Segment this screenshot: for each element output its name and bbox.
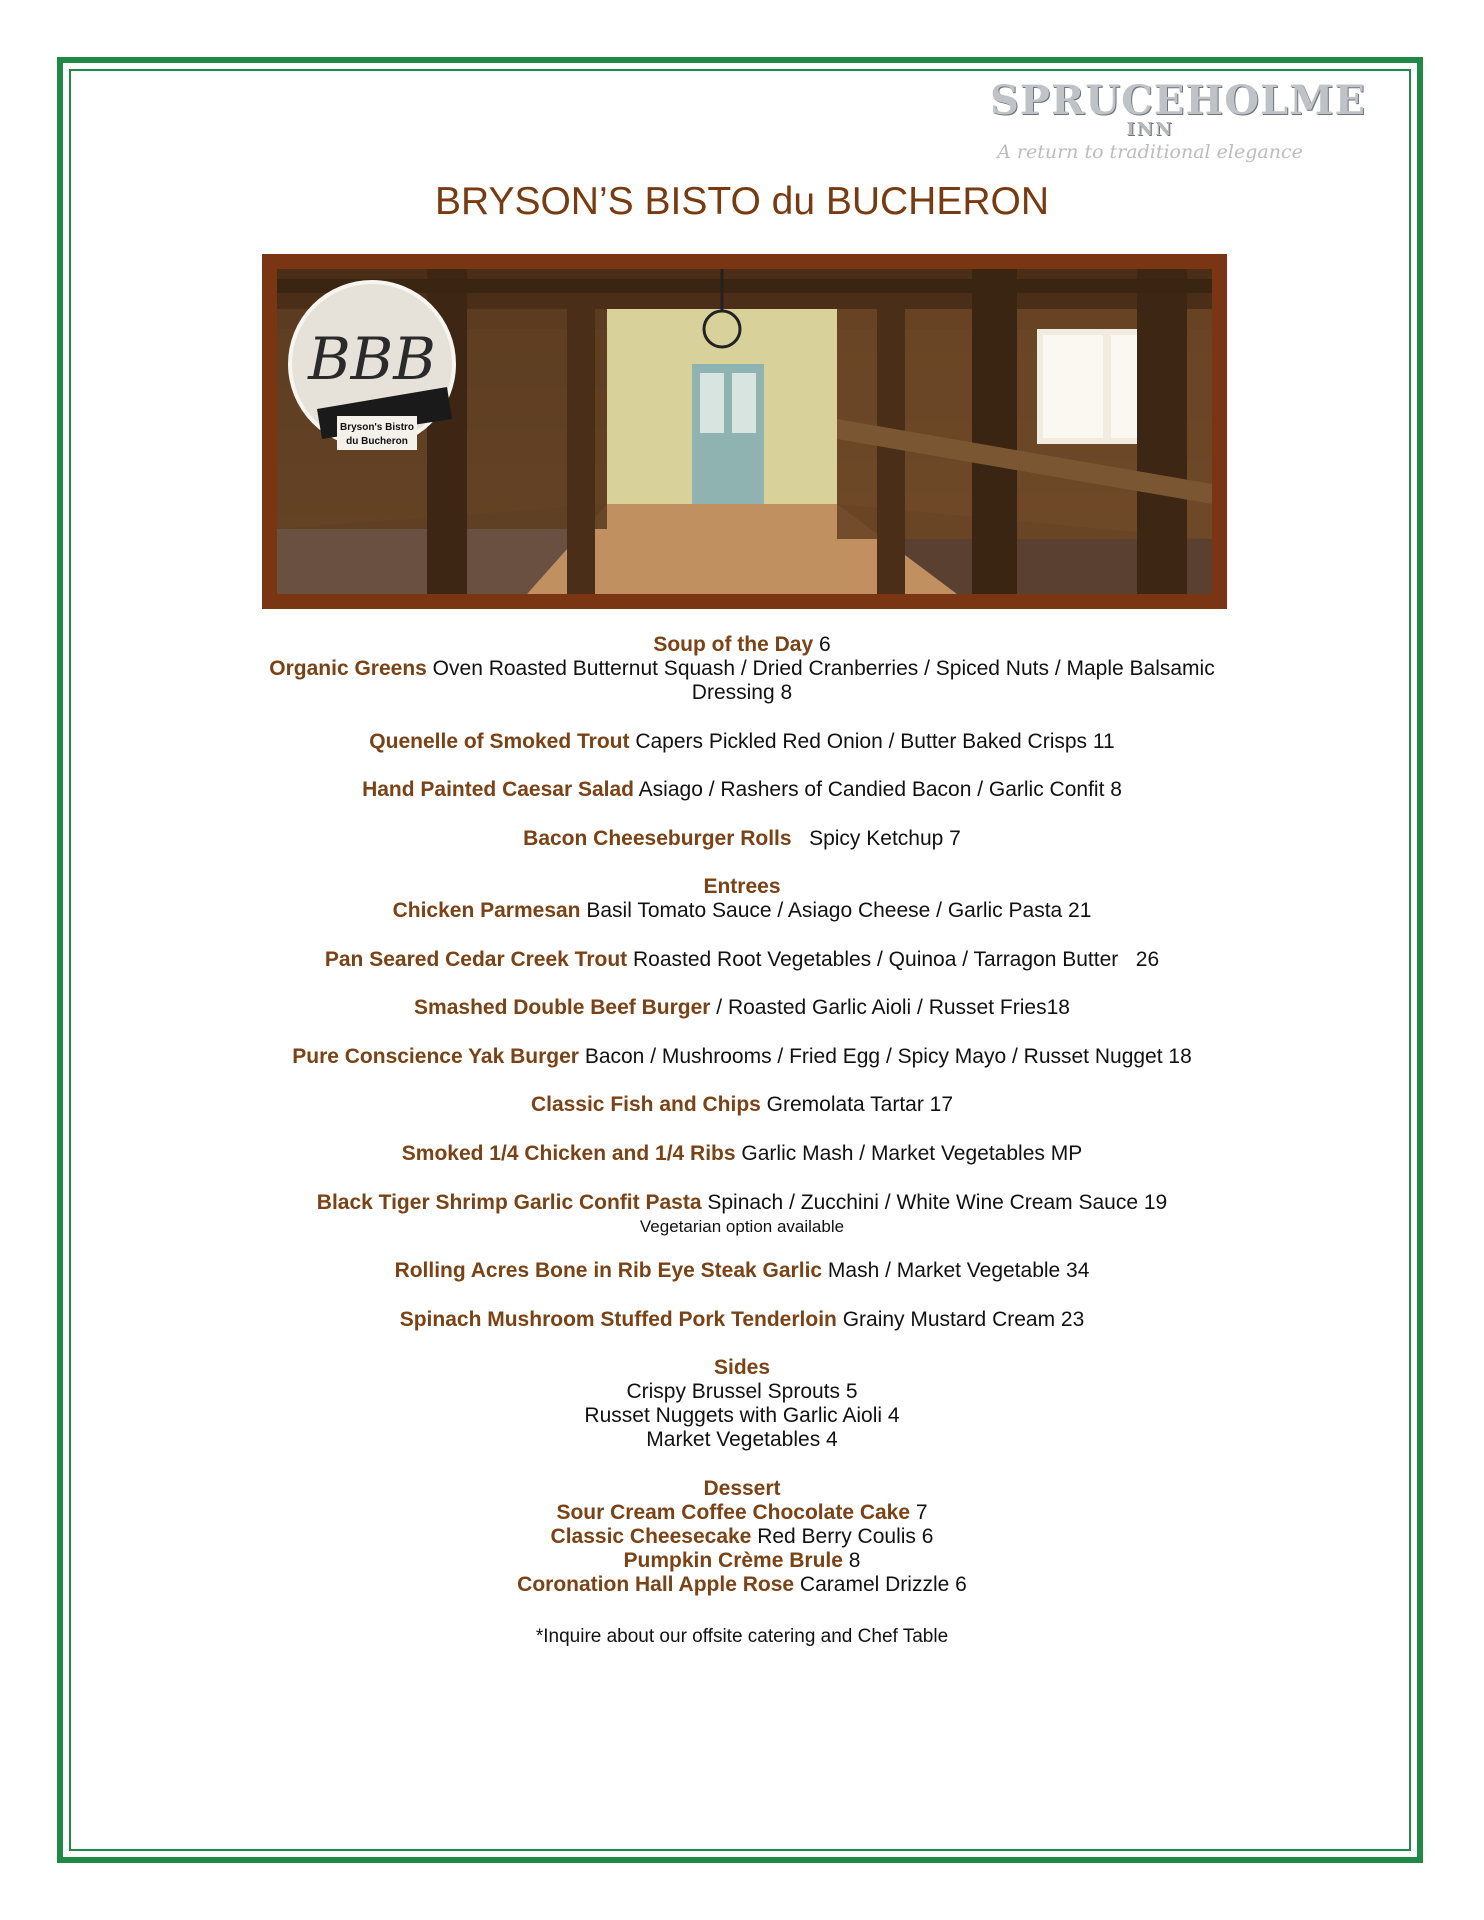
side-item: Russet Nuggets with Garlic Aioli 4 xyxy=(584,1404,900,1427)
item-desc-cont: Dressing 8 xyxy=(691,681,793,704)
item-name: Bacon Cheeseburger Rolls xyxy=(523,827,792,850)
section-heading: Dessert xyxy=(703,1477,781,1500)
menu-item-apple-rose xyxy=(0,1572,1484,1597)
menu-item-coffee-cake xyxy=(0,1500,1484,1525)
item-name: Smashed Double Beef Burger xyxy=(414,996,711,1019)
logo-tagline: A return to traditional elegance xyxy=(997,141,1303,163)
item-desc: Spicy Ketchup 7 xyxy=(791,827,961,850)
restaurant-photo xyxy=(277,269,1212,594)
menu-item-soup xyxy=(0,632,1484,657)
menu-item-greens-cont xyxy=(0,680,1484,705)
menu-item-cedar-trout xyxy=(0,947,1484,972)
menu-item-rib-eye xyxy=(0,1258,1484,1283)
menu-item-trout-quenelle xyxy=(0,729,1484,754)
badge-line1: Bryson's Bistro xyxy=(339,422,415,433)
menu-item-shrimp-pasta xyxy=(0,1190,1484,1215)
item-desc: Oven Roasted Butternut Squash / Dried Cranberries / Spiced Nuts / Maple Balsamic xyxy=(426,657,1215,680)
section-heading: Sides xyxy=(713,1356,771,1379)
menu-item-cheesecake xyxy=(0,1524,1484,1549)
item-name: Coronation Hall Apple Rose xyxy=(517,1573,795,1596)
item-name: Organic Greens xyxy=(269,657,427,680)
item-name: Pan Seared Cedar Creek Trout xyxy=(324,948,628,971)
page-title: BRYSON’S BISTO du BUCHERON xyxy=(434,180,1050,223)
entrees-heading xyxy=(0,874,1484,899)
catering-note: *Inquire about our offsite catering and Chef Table xyxy=(535,1626,949,1647)
menu-item-yak-burger xyxy=(0,1044,1484,1069)
menu-item-chicken-ribs xyxy=(0,1141,1484,1166)
item-name: Classic Cheesecake xyxy=(550,1525,752,1548)
item-desc: Garlic Mash / Market Vegetables MP xyxy=(735,1142,1083,1165)
item-desc: Mash / Market Vegetable 34 xyxy=(822,1259,1090,1282)
item-name: Pure Conscience Yak Burger xyxy=(292,1045,579,1068)
menu-item-fish-chips xyxy=(0,1092,1484,1117)
item-name: Quenelle of Smoked Trout xyxy=(369,730,630,753)
item-name: Spinach Mushroom Stuffed Pork Tenderloin xyxy=(399,1308,837,1331)
item-desc: Bacon / Mushrooms / Fried Egg / Spicy Mayo / Russet Nugget 18 xyxy=(578,1045,1192,1068)
item-desc: 6 xyxy=(813,633,831,656)
spruceholme-logo xyxy=(990,77,1366,164)
item-desc: Roasted Root Vegetables / Quinoa / Tarragon Butter 26 xyxy=(627,948,1160,971)
item-desc: 8 xyxy=(842,1549,861,1572)
logo-sub: INN xyxy=(1126,119,1174,140)
item-desc: Capers Pickled Red Onion / Butter Baked Crisps 11 xyxy=(629,730,1115,753)
item-desc: Basil Tomato Sauce / Asiago Cheese / Garlic Pasta 21 xyxy=(580,899,1092,922)
menu-item-chicken-parm xyxy=(0,898,1484,923)
menu-item-shrimp-note xyxy=(0,1214,1484,1239)
logo-name: SPRUCEHOLME xyxy=(990,77,1366,124)
bistro-badge xyxy=(290,282,454,450)
item-name: Chicken Parmesan xyxy=(392,899,581,922)
restaurant-photo-frame xyxy=(262,254,1227,609)
sides-heading xyxy=(0,1355,1484,1380)
menu-item-caesar xyxy=(0,777,1484,802)
item-desc: Spinach / Zucchini / White Wine Cream Sauce 19 xyxy=(701,1191,1168,1214)
item-desc: Gremolata Tartar 17 xyxy=(760,1093,954,1116)
menu-item-pork xyxy=(0,1307,1484,1332)
item-name: Classic Fish and Chips xyxy=(530,1093,761,1116)
badge-line2: du Bucheron xyxy=(346,436,408,447)
item-name: Pumpkin Crème Brule xyxy=(623,1549,843,1572)
item-name: Sour Cream Coffee Chocolate Cake xyxy=(556,1501,911,1524)
item-desc: Asiago / Rashers of Candied Bacon / Garlic Confit 8 xyxy=(634,778,1122,801)
item-name: Black Tiger Shrimp Garlic Confit Pasta xyxy=(316,1191,702,1214)
menu-item-greens xyxy=(0,656,1484,681)
item-desc: 7 xyxy=(910,1501,928,1524)
item-desc: / Roasted Garlic Aioli / Russet Fries18 xyxy=(710,996,1070,1019)
item-desc: Caramel Drizzle 6 xyxy=(794,1573,967,1596)
menu-item-double-burger xyxy=(0,995,1484,1020)
barn-interior-illustration xyxy=(277,269,1212,594)
section-heading: Entrees xyxy=(703,875,781,898)
item-desc: Grainy Mustard Cream 23 xyxy=(836,1308,1085,1331)
menu-item-rolls xyxy=(0,826,1484,851)
item-name: Smoked 1/4 Chicken and 1/4 Ribs xyxy=(401,1142,736,1165)
item-note: Vegetarian option available xyxy=(639,1217,845,1236)
item-name: Rolling Acres Bone in Rib Eye Steak Garlic xyxy=(394,1259,823,1282)
item-name: Hand Painted Caesar Salad xyxy=(362,778,634,801)
menu-item-pumpkin xyxy=(0,1548,1484,1573)
item-name: Soup of the Day xyxy=(653,633,814,656)
badge-monogram: BBB xyxy=(308,325,436,393)
side-item: Crispy Brussel Sprouts 5 xyxy=(626,1380,858,1403)
side-item: Market Vegetables 4 xyxy=(646,1428,838,1451)
dessert-heading xyxy=(0,1476,1484,1501)
item-desc: Red Berry Coulis 6 xyxy=(751,1525,934,1548)
